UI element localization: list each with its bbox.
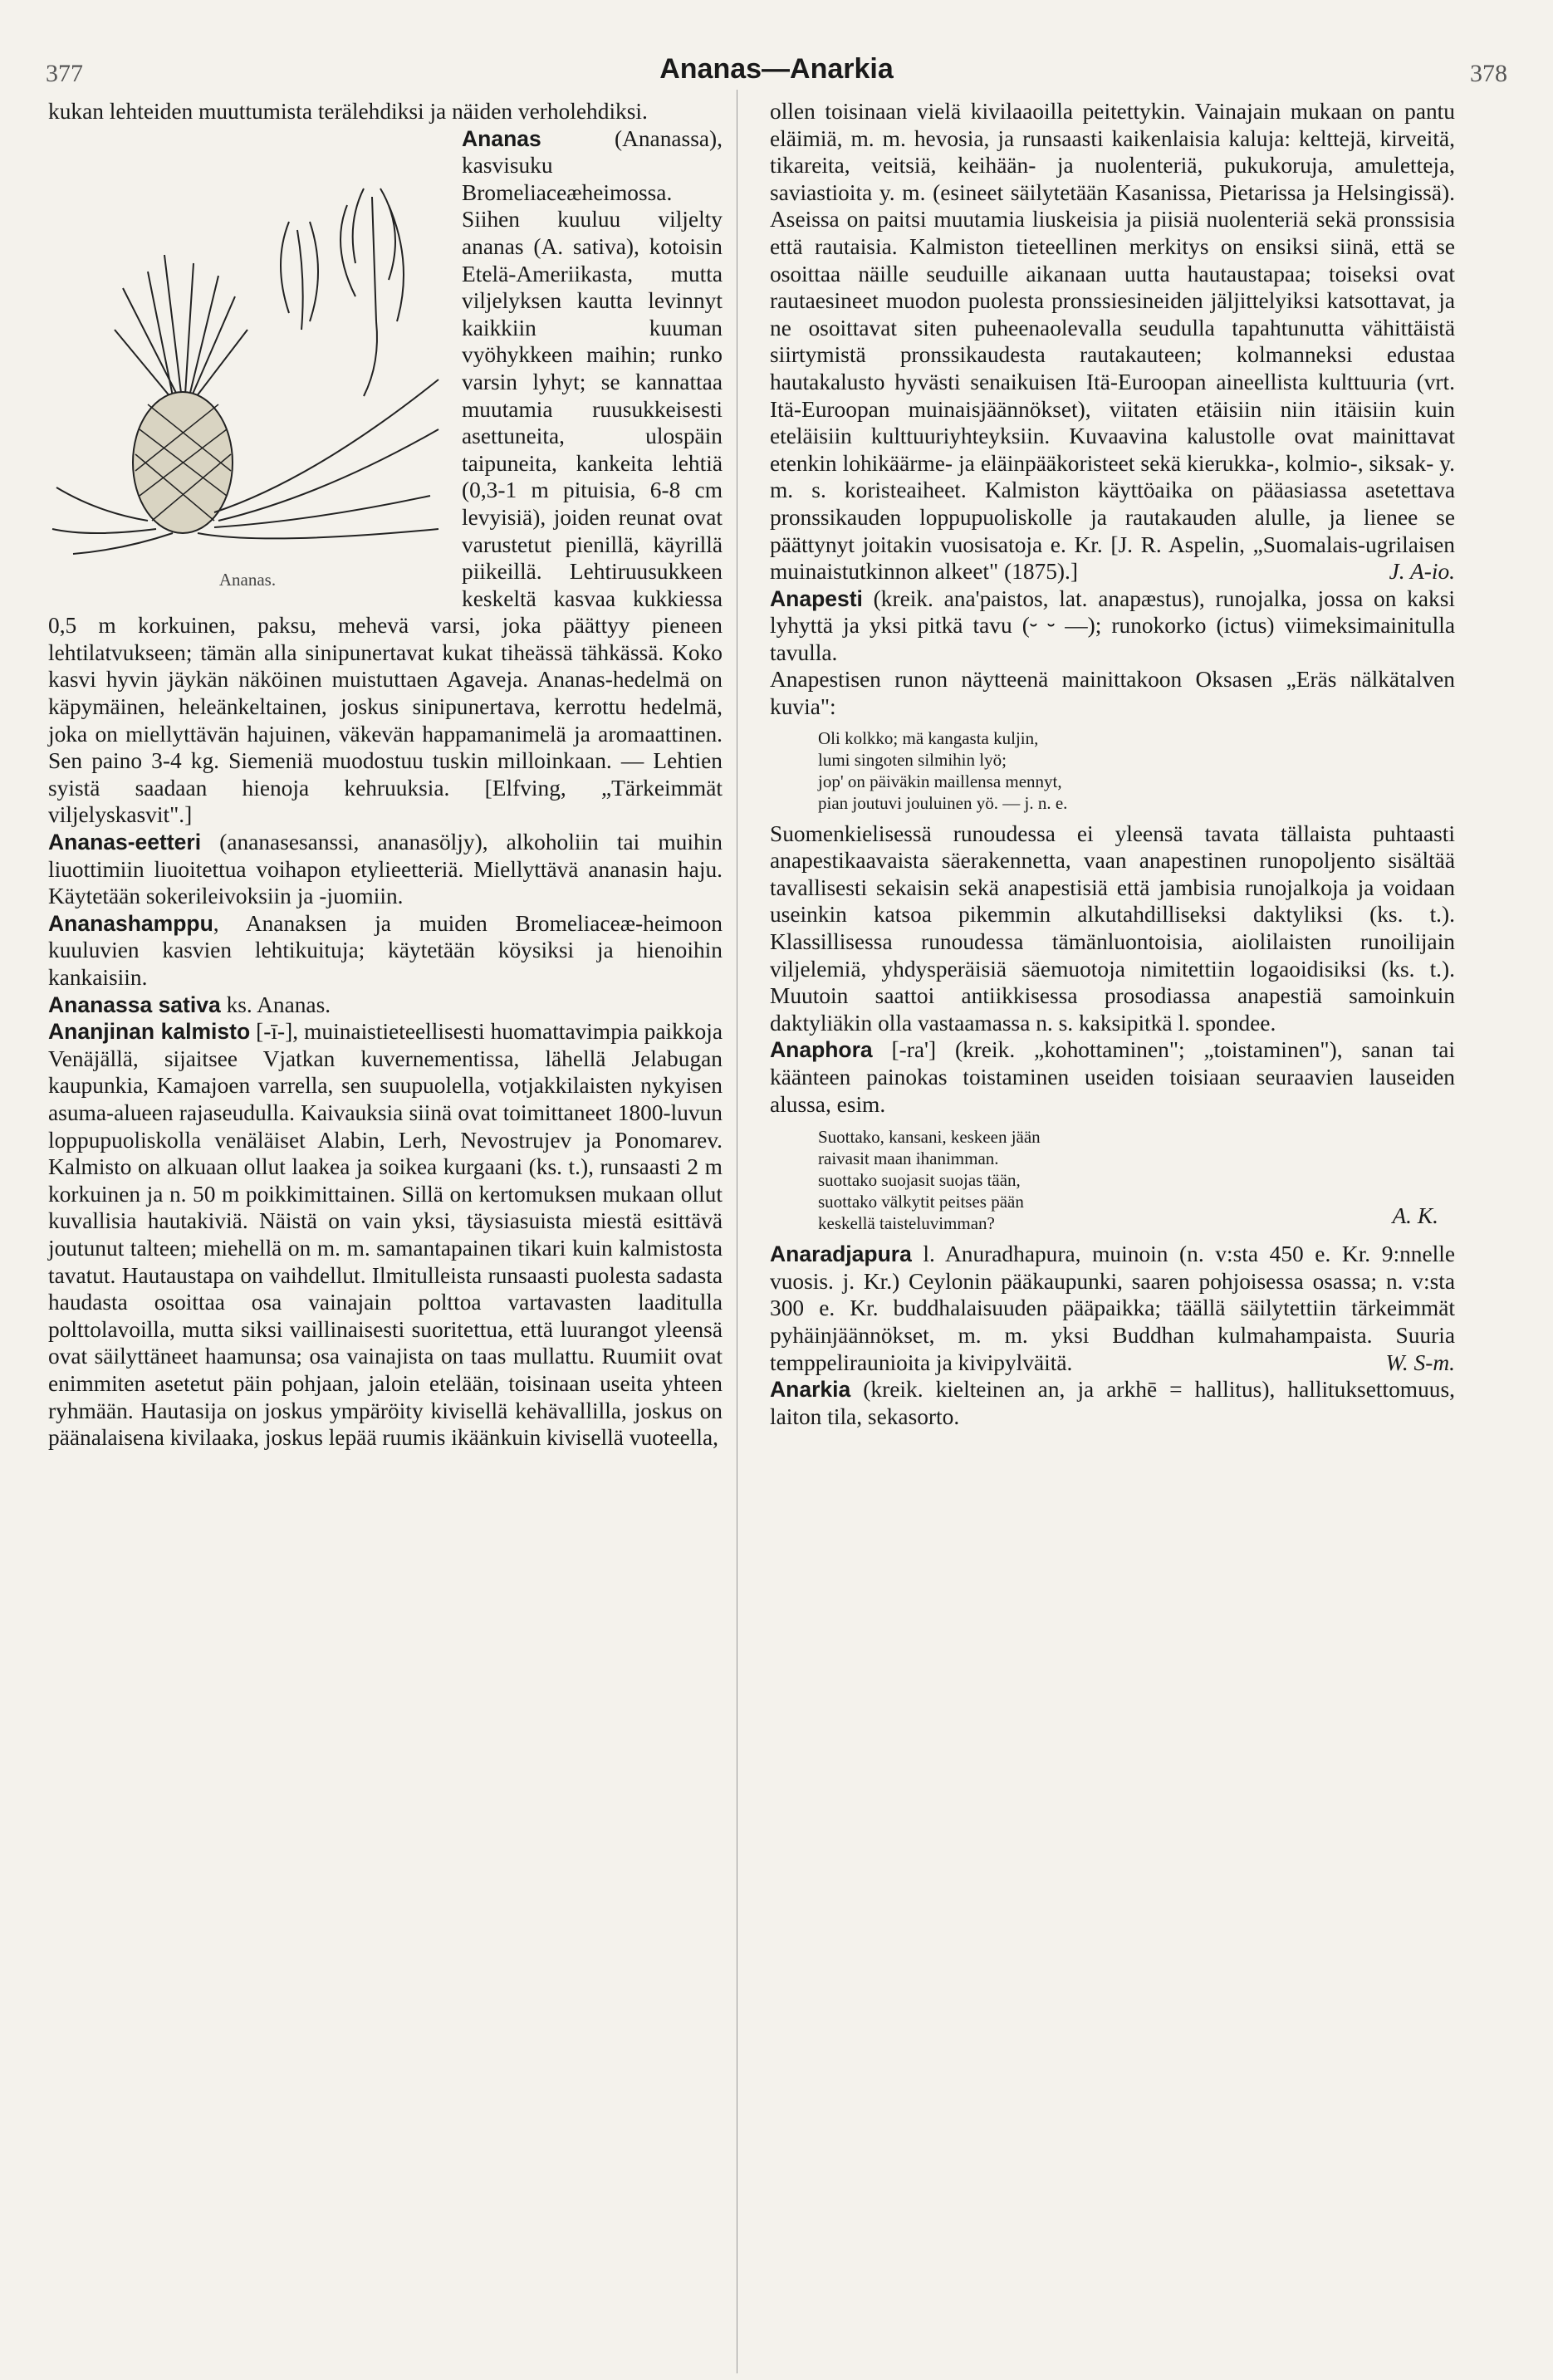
headword-anaphora: Anaphora <box>770 1037 873 1063</box>
pineapple-figure <box>48 130 447 604</box>
headword-anarkia: Anarkia <box>770 1377 851 1403</box>
entry-anarkia-text: (kreik. kielteinen an, ja arkhē = hallitus), hallituksettomuus, laiton tila, sekasorto. <box>770 1377 1455 1429</box>
running-title: Ananas—Anarkia <box>659 53 894 85</box>
kalmisto-continuation-text: ollen toisinaan vielä kivilaaoilla peitettykin. Vainajain mukaan on pantu eläimiä, m. m. hevosia, ja runsaasti kaikenlaisia kaluja: kelttejä, kirveitä, tikareita, veitsiä, keihään- ja nuolenteriä, pukukoruja, amuletteja, saviastioita y. m. (esineet säilytetään Kasanissa, Pietarissa ja Helsingissä). Aseissa on paitsi muutamia liuskeisia ja piisiä nuolenteriä sekä pronssisia että rautaisia. Kalmiston tieteellinen merkitys on ensiksi siinä, että se osoittaa näille seuduille aikanaan uutta hautaustapaa; toiseksi ovat rautaesineet muodon puolesta pronssiesineiden jäljittelyiksi katsottavat, ja ne osoittavat siten puheenaolevalla seudulla tapahtunutta vähittäistä siirtymistä pronssikaudesta rautakauteen; kolmanneksi edustaa hautakalusto hyvästi senaikuisen Itä-Euroopan aineellista kulttuuria (vrt. Itä-Euroopan muinaisjäännökset), viitaten etäisiin niin itäisiin kuin eteläisiin kulttuuriyhteyksiin. Kuvaavina kalustolle ovat mainittavat etenkin lohikäärme- ja eläinpääkoristeet sekä kierukka-, kolmio-, siksak- y. m. s. koristeaiheet. Kalmiston käyttöaika on pääasiassa asetettava pronssikauden loppupuoliskolle ja rautakauden alulle, ja lienee se päättynyt joitakin vuosisatoja e. Kr. [J. R. Aspelin, „Suomalais-ugrilaisen muinaistutkinnon alkeet" (1875).] <box>770 99 1455 585</box>
verse-quote <box>818 1126 1455 1234</box>
headword-ananjinan-kalmisto: Ananjinan kalmisto <box>48 1019 251 1045</box>
poem-quote <box>818 727 1455 814</box>
signature-anaradjapura: W. S-m. <box>1385 1349 1455 1375</box>
entry-anaradjapura <box>770 1241 1455 1376</box>
entry-ananas-text: (Ananassa), kasvisuku Bromeliaceæheimossa. Siihen kuuluu viljelty ananas (A. sativa), kotoisin Etelä-Ameriikasta, mutta viljelyksen kautta levinnyt kaikkiin kuuman vyöhykkeen maihin; runko varsin lyhyt; se kannattaa muutamia ruusukkeisesti asettuneita, ulospäin taipuneita, kankeita lehtiä (0,3-1 m pituisia, 6-8 cm levyisiä), joiden reunat ovat varustetut pienillä, käyrillä piikeillä. Lehtiruusukkeen keskeltä kasvaa kukkiessa 0,5 m korkuinen, paksu, mehevä varsi, joka päättyy pieneen lehtilatvukseen; tämän alla sinipunertavat kukat tiheässä tähkässä. Koko kasvi hyvin jäykän näköinen muistuttaen Agaveja. Ananas-hedelmä on käpymäinen, heleänkeltainen, joskus sinipunertava, kerrottu hedelmä, joka on miellyttävän hajuinen, väkevän happamanimelä ja aromaattinen. Sen paino 3-4 kg. Siemeniä muodostuu tuskin milloinkaan. — Lehtien syistä saadaan hienoja kehruuksia. [Elfving, „Tärkeimmät viljelyskasvit".] <box>48 125 723 828</box>
figure-caption: Ananas. <box>218 570 277 590</box>
entry-ananassa-sativa <box>48 992 723 1019</box>
poem-line: Oli kolkko; mä kangasta kuljin, <box>818 727 1039 748</box>
signature-anaphora: A. K. <box>1392 1202 1438 1228</box>
anaphora-example <box>770 1126 1455 1234</box>
kalmisto-continuation <box>770 98 1455 585</box>
signature-kalmisto: J. A-io. <box>1389 559 1455 585</box>
poem-line: jop' on päiväkin maillensa mennyt, <box>818 771 1062 791</box>
verse-line: keskellä taisteluvimman? <box>818 1213 995 1234</box>
entry-ananas-eetteri-text: (ananasesanssi, ananasöljy), alkoholiin tai muihin liuottimiin liuoitettua voihapon etylieetteriä. Miellyttävä ananasin haju. Käytetään sokerileivoksiin ja -juomiin. <box>48 830 723 909</box>
headword-ananas-eetteri: Ananas-eetteri <box>48 830 202 855</box>
entry-ananashamppu <box>48 910 723 992</box>
page-number-right: 378 <box>1470 60 1507 87</box>
headword-anaradjapura: Anaradjapura <box>770 1241 912 1267</box>
page-header <box>46 53 1507 95</box>
page-number-left: 377 <box>46 60 83 87</box>
headword-ananas: Ananas <box>462 125 541 151</box>
entry-anaradjapura-text: l. Anuradhapura, muinoin (n. v:sta 450 e. Kr. 9:nnelle vuosis. j. Kr.) Ceylonin pääkaupunki, saaren pohjoisessa osassa; n. v:sta 300 e. Kr. buddhalaisuuden pääpaikka; täällä säilytettiin tärkeimmät pyhäinjäännökset, m. m. yksi Buddhan kulmahampaista. Suuria temppeliraunioita ja kivipylväitä. <box>770 1241 1455 1375</box>
entry-anapesti <box>770 585 1455 667</box>
entry-ananas-eetteri <box>48 829 723 910</box>
entry-anarkia <box>770 1376 1455 1430</box>
intro-text: kukan lehteiden muuttumista terälehdiksi ja näiden verholehdiksi. <box>48 99 648 124</box>
poem-line: lumi singoten silmihin lyö; <box>818 749 1007 770</box>
entry-ananjinan-kalmisto <box>48 1018 723 1452</box>
entry-anapesti-text: (kreik. ana'paistos, lat. anapæstus), runojalka, jossa on kaksi lyhyttä ja yksi pitkä tavu (⏑ ⏑ ―); runokorko (ictus) viimeksimainitulla tavulla. <box>770 585 1455 665</box>
headword-ananashamppu: Ananashamppu <box>48 910 213 936</box>
pineapple-illustration <box>48 130 447 562</box>
poem-line: pian joutuvi jouluinen yö. — j. n. e. <box>818 792 1068 813</box>
anapesti-example-intro: Anapestisen runon näytteenä mainittakoon Oksasen „Eräs nälkätalven kuvia": <box>770 667 1455 720</box>
verse-line: suottako välkytit peitses pään <box>818 1192 1024 1212</box>
verse-line: Suottako, kansani, keskeen jään <box>818 1127 1041 1148</box>
left-column <box>48 98 723 1452</box>
entry-ananassa-sativa-text: ks. Ananas. <box>220 992 331 1017</box>
anapesti-body: Suomenkielisessä runoudessa ei yleensä tavata tällaista puhtaasti anapestikaavaista säerakennetta, vaan anapestinen runopoljento sisältää tavallisesti sekaisin sekä anapestisiä että jambisia runojalkoja ja voidaan useinkin katsoa pikemmin alkutahdilliseksi daktyliksi (ks. t.). Klassillisessa runoudessa tämänluontoisia, aiolilaisten runoilijain viljelemiä, yhdysperäisiä säemuotoja nimitettiin logaoidisiksi (ks. t.). Muutoin saattoi antiikkisessa prosodiassa anapestiä samoinkuin daktyliäkin olla vastaamassa n. s. kaksipitkä l. spondee. <box>770 820 1455 1036</box>
right-column <box>770 98 1455 1430</box>
entry-anaphora-text: [-ra'] (kreik. „kohottaminen"; „toistaminen"), sanan tai käänteen painokas toistaminen useiden toisiaan seuraavien lauseiden alussa, esim. <box>770 1037 1455 1117</box>
verse-line: suottako suojasit suojas tään, <box>818 1170 1021 1191</box>
entry-ananjinan-kalmisto-text: [-ī-], muinaistieteellisesti huomattavimpia paikkoja Venäjällä, sijaitsee Vjatkan kuvernementissa, lähellä Jelabugan kaupunkia, Kamajoen varrella, sen suupuolella, votjakkilaisten nykyisen asuma-alueen rajaseudulla. Kaivauksia siinä ovat toimittaneet 1800-luvun loppupuoliskolla venäläiset Alabin, Lerh, Nevostrujev ja Ponomarev. Kalmisto on alkuaan ollut laakea ja soikea kurgaani (ks. t.), runsaasti 2 m korkuinen ja n. 50 m poikkimittainen. Sillä on kertomuksen mukaan ollut kuvallisia hautakiviä. Näistä on vain yksi, täysiasuista miestä esittävä joutunut talteen; miehellä on m. m. samantapainen tikari kuin kalmistosta tavatut. Hautaustapa on vaihdellut. Ilmitulleista runsaasti puolesta sadasta haudasta osoittaa osa vainajain polttoa vartavasten laaditulla polttolavoilla, mutta siksi vaillinaisesti suoritettua, että luurangot yleensä ovat säilyttäneet haamunsa; osa vainajista on taas mullattu. Ruumiit ovat enimmiten asetetut päin pohjaan, jaloin etelään, toisinaan useita yhteen ryhmään. Hautasija on joskus ympäröity kivisellä kehävallilla, joskus on päänalaisena kivilaaka, joskus lepää ruumis ikäänkuin kivisellä vuoteella, <box>48 1019 723 1451</box>
headword-anapesti: Anapesti <box>770 585 863 611</box>
entry-ananashamppu-text: , Ananaksen ja muiden Bromeliaceæ-heimoon kuuluvien kasvien lehtikuituja; käytetään köysiksi ja hienoihin kankaisiin. <box>48 910 723 990</box>
headword-ananassa-sativa: Ananassa sativa <box>48 992 221 1017</box>
entry-anaphora <box>770 1036 1455 1118</box>
verse-line: raivasit maan ihanimman. <box>818 1148 999 1169</box>
